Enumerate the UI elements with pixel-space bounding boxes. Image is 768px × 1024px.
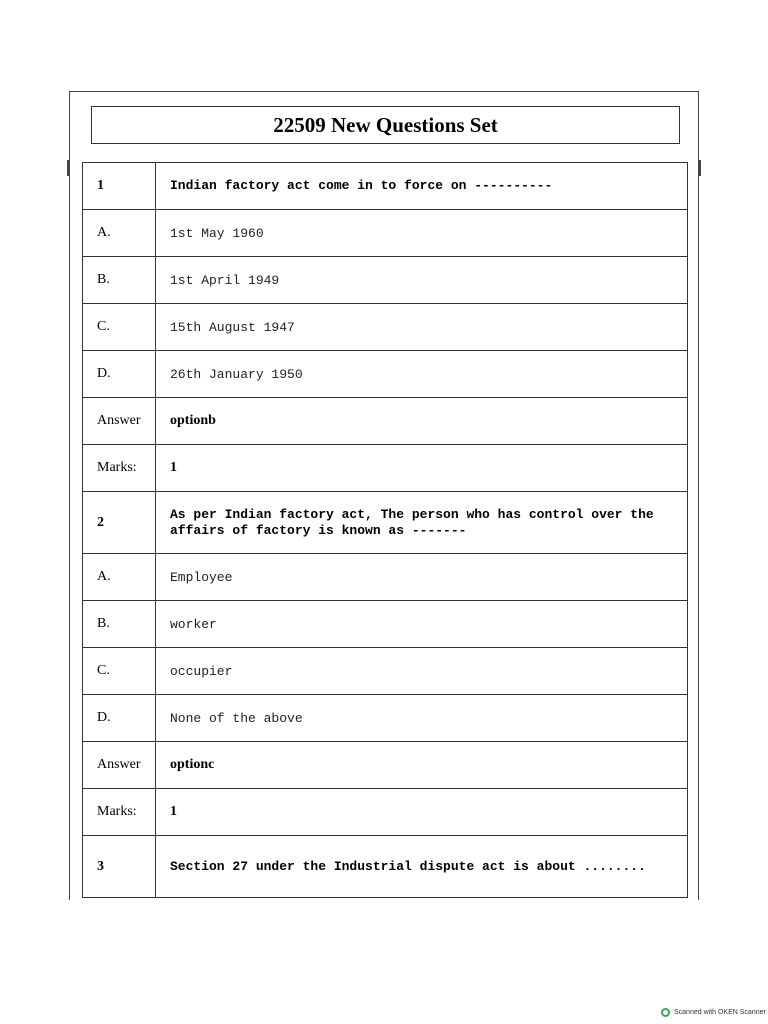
option-label: D. (83, 695, 156, 742)
answer-row (83, 398, 688, 445)
option-row (83, 210, 688, 257)
questions-table (82, 162, 688, 898)
marks-label: Marks: (83, 789, 156, 836)
marks-label: Marks: (83, 445, 156, 492)
frame-tick-left (67, 160, 69, 176)
option-row (83, 351, 688, 398)
question-row (83, 836, 688, 898)
option-text: 15th August 1947 (156, 304, 688, 351)
option-label: A. (83, 210, 156, 257)
option-label: D. (83, 351, 156, 398)
marks-row (83, 789, 688, 836)
option-label: A. (83, 554, 156, 601)
answer-value: optionb (156, 398, 688, 445)
option-row (83, 648, 688, 695)
option-label: C. (83, 304, 156, 351)
question-text: As per Indian factory act, The person who has control over the affairs of factory is known as ------- (156, 492, 688, 554)
option-text: 1st May 1960 (156, 210, 688, 257)
scanner-text: Scanned with OKEN Scanner (674, 1009, 766, 1016)
option-text: 26th January 1950 (156, 351, 688, 398)
answer-label: Answer (83, 398, 156, 445)
option-text: 1st April 1949 (156, 257, 688, 304)
option-text: occupier (156, 648, 688, 695)
question-row (83, 163, 688, 210)
question-text: Section 27 under the Industrial dispute act is about ........ (156, 836, 688, 898)
option-row (83, 695, 688, 742)
option-row (83, 257, 688, 304)
option-text: worker (156, 601, 688, 648)
option-text: Employee (156, 554, 688, 601)
question-row (83, 492, 688, 554)
option-label: B. (83, 601, 156, 648)
question-number: 3 (83, 836, 156, 898)
question-text: Indian factory act come in to force on ---------- (156, 163, 688, 210)
option-row (83, 554, 688, 601)
answer-row (83, 742, 688, 789)
answer-value: optionc (156, 742, 688, 789)
frame-tick-right (699, 160, 701, 176)
marks-value: 1 (156, 789, 688, 836)
option-row (83, 601, 688, 648)
scanner-watermark (661, 1008, 766, 1017)
option-row (83, 304, 688, 351)
question-number: 2 (83, 492, 156, 554)
document-title: 22509 New Questions Set (91, 106, 680, 144)
oken-scanner-logo-icon (661, 1008, 670, 1017)
option-label: C. (83, 648, 156, 695)
answer-label: Answer (83, 742, 156, 789)
marks-row (83, 445, 688, 492)
option-text: None of the above (156, 695, 688, 742)
question-number: 1 (83, 163, 156, 210)
option-label: B. (83, 257, 156, 304)
marks-value: 1 (156, 445, 688, 492)
